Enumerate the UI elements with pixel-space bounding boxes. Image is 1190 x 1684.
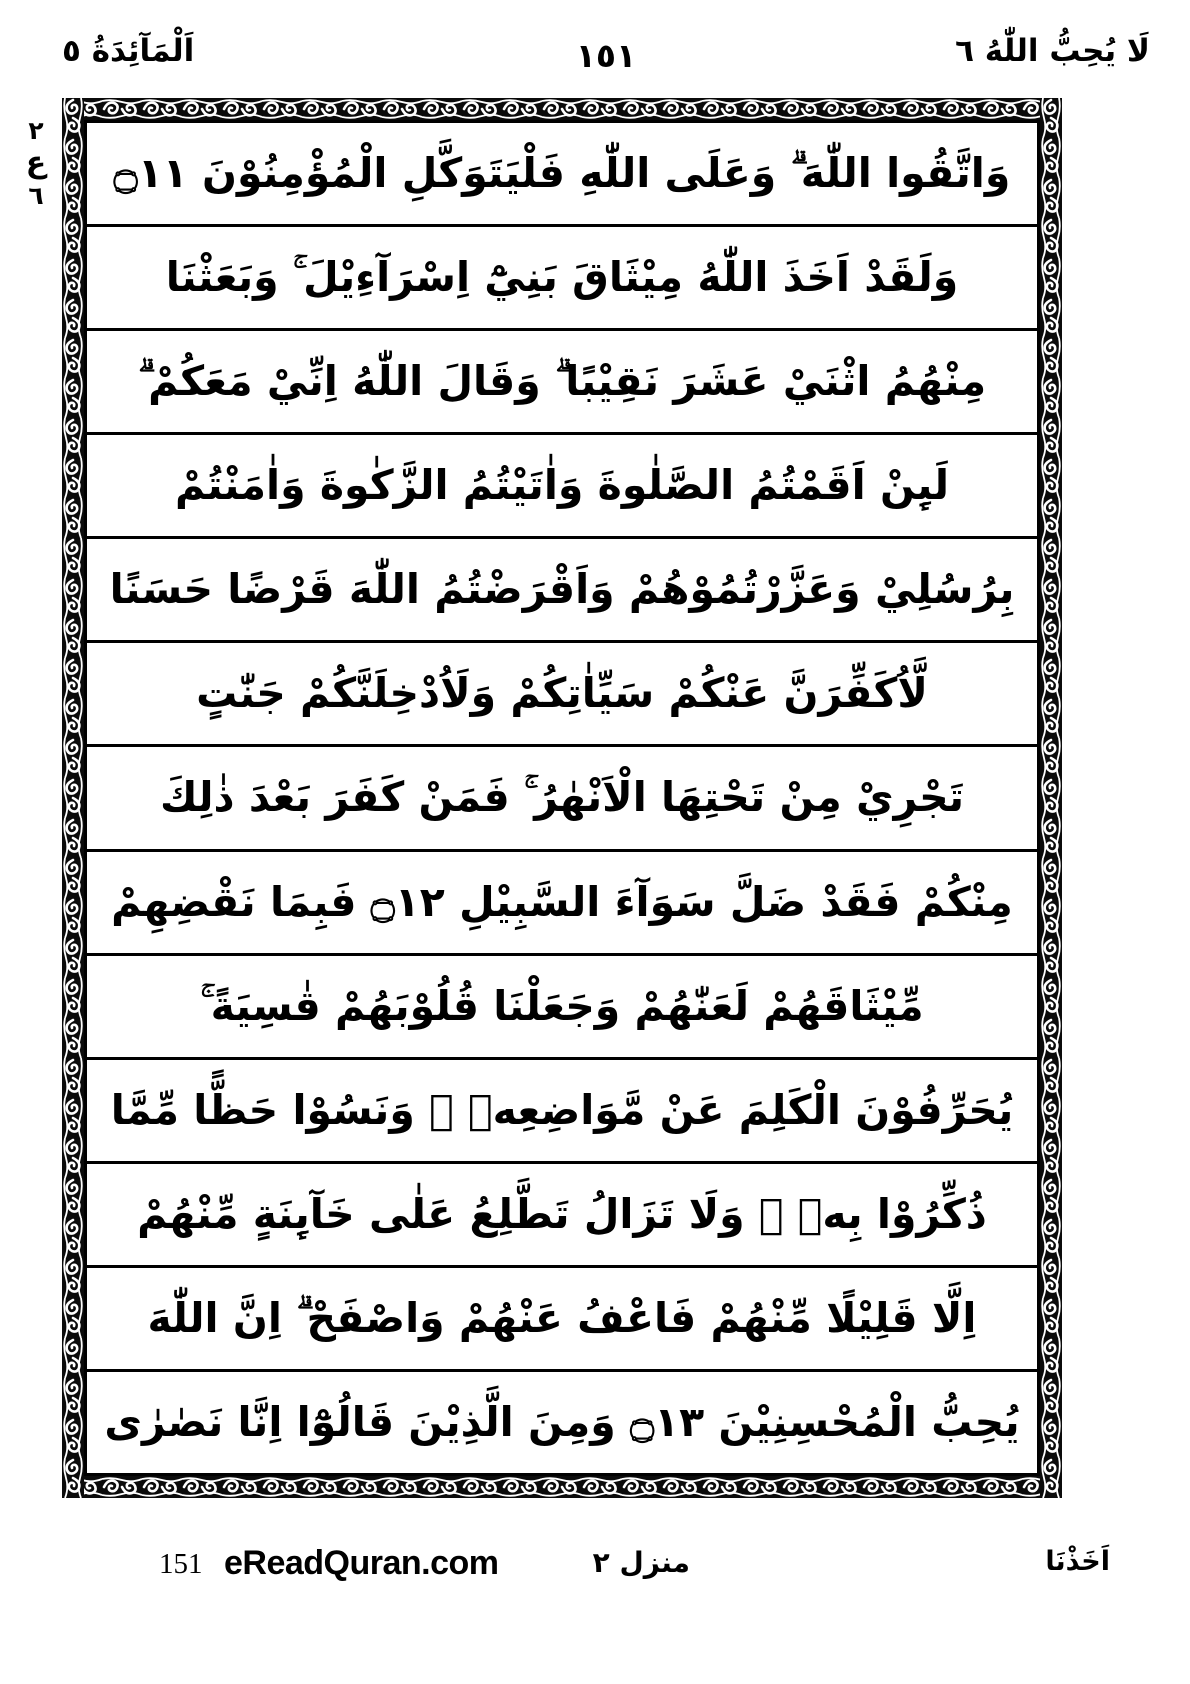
quran-text-block	[84, 120, 1040, 1476]
ayah-line-text: وَاتَّقُوا اللّٰهَ ۗ وَعَلَى اللّٰهِ فَلْيَتَوَكَّلِ الْمُؤْمِنُوْنَ ۝١١	[113, 148, 1011, 197]
page-footer	[62, 1540, 1150, 1610]
frame-band-right-icon	[1040, 98, 1062, 1498]
page-number: 151	[159, 1548, 203, 1580]
ayah-line	[87, 643, 1037, 747]
ayah-line-text: وَلَقَدْ اَخَذَ اللّٰهُ مِيْثَاقَ بَنِيْٓ اِسْرَآءِيْلَ ۚ وَبَعَثْنَا	[165, 253, 959, 302]
ayah-line	[87, 956, 1037, 1060]
frame-band-bottom-icon	[62, 1476, 1062, 1498]
ayah-line	[87, 1164, 1037, 1268]
juz-label: لَا يُحِبُّ اللّٰهُ ٦	[955, 33, 1150, 69]
ayah-line	[87, 435, 1037, 539]
ayah-line	[87, 852, 1037, 956]
ayah-line-text: بِرُسُلِيْ وَعَزَّرْتُمُوْهُمْ وَاَقْرَضْتُمُ اللّٰهَ قَرْضًا حَسَنًا	[109, 565, 1015, 614]
ayah-line	[87, 123, 1037, 227]
frame-band-top-icon	[62, 98, 1062, 120]
ruku-marker-top: ٢	[28, 116, 44, 145]
ayah-line-text: يُحَرِّفُوْنَ الْكَلِمَ عَنْ مَّوَاضِعِهٖ ۙ وَنَسُوْا حَظًّا مِّمَّا	[110, 1085, 1014, 1134]
ayah-line	[87, 1060, 1037, 1164]
page-header	[62, 34, 1150, 94]
ruku-marker-bottom: ٦	[28, 181, 44, 210]
surah-label: اَلْمَآئِدَةُ ٥	[62, 33, 195, 69]
ruku-marker-symbol: ع	[25, 145, 47, 180]
manzil-label: منزل ٢	[592, 1546, 690, 1579]
ornamental-frame	[62, 98, 1062, 1498]
ayah-line-text: ذُكِّرُوْا بِهٖ ۚ وَلَا تَزَالُ تَطَّلِعُ عَلٰى خَآىِٕنَةٍ مِّنْهُمْ	[137, 1189, 987, 1238]
ayah-line-text: مِنْكُمْ فَقَدْ ضَلَّ سَوَآءَ السَّبِيْلِ ۝١٢ فَبِمَا نَقْضِهِمْ	[111, 877, 1013, 926]
ayah-line	[87, 227, 1037, 331]
site-watermark: eReadQuran.com	[224, 1544, 499, 1582]
ayah-line-text: مِّيْثَاقَهُمْ لَعَنّٰهُمْ وَجَعَلْنَا قُلُوْبَهُمْ قٰسِيَةً ۚ	[200, 981, 924, 1030]
ayah-line	[87, 331, 1037, 435]
ruku-marker	[14, 118, 58, 213]
ayah-line	[87, 539, 1037, 643]
catchword: اَخَذْنَا	[1045, 1546, 1110, 1577]
ayah-line-text: تَجْرِيْ مِنْ تَحْتِهَا الْاَنْهٰرُ ۚ فَمَنْ كَفَرَ بَعْدَ ذٰلِكَ	[159, 773, 965, 822]
ayah-line-text: يُحِبُّ الْمُحْسِنِيْنَ ۝١٣ وَمِنَ الَّذِيْنَ قَالُوْٓا اِنَّا نَصٰرٰى	[104, 1397, 1020, 1446]
ayah-line	[87, 1268, 1037, 1372]
ayah-line-text: اِلَّا قَلِيْلًا مِّنْهُمْ فَاعْفُ عَنْهُمْ وَاصْفَحْ ۗ اِنَّ اللّٰهَ	[147, 1293, 977, 1342]
ayah-line	[87, 1372, 1037, 1473]
frame-band-left-icon	[62, 98, 84, 1498]
ayah-line	[87, 747, 1037, 851]
ayah-line-text: لَىِٕنْ اَقَمْتُمُ الصَّلٰوةَ وَاٰتَيْتُمُ الزَّكٰوةَ وَاٰمَنْتُمْ	[175, 461, 949, 510]
ayah-line-text: لَّاُكَفِّرَنَّ عَنْكُمْ سَيِّاٰتِكُمْ وَلَاُدْخِلَنَّكُمْ جَنّٰتٍ	[196, 669, 928, 718]
ayah-line-text: مِنْهُمُ اثْنَيْ عَشَرَ نَقِيْبًا ۗ وَقَالَ اللّٰهُ اِنِّيْ مَعَكُمْ ۗ	[137, 357, 987, 406]
page-number-arabic: ١٥١	[575, 36, 637, 75]
